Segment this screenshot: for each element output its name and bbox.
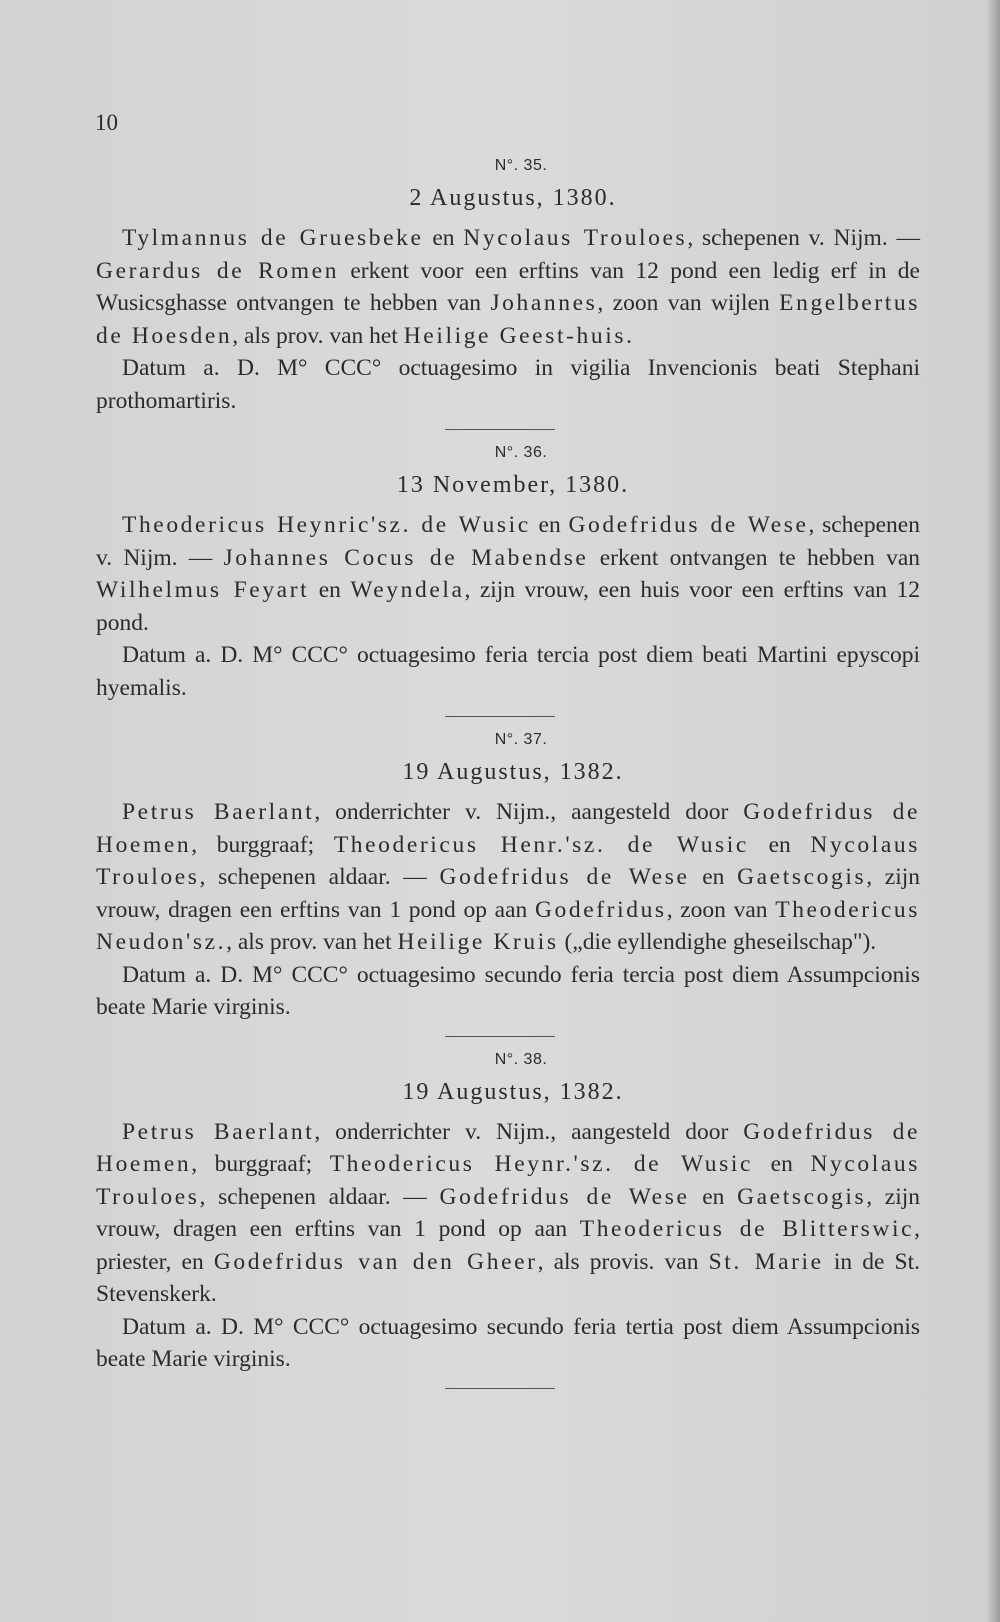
entry-summary	[96, 796, 920, 959]
entry-37	[96, 731, 920, 1037]
entry-date: 19 Augustus, 1382.	[402, 759, 624, 785]
entry-datum	[96, 639, 920, 704]
section-divider	[445, 1036, 555, 1037]
text-run: , schepenen aldaar. —	[199, 1183, 440, 1210]
entry-datum	[96, 959, 920, 1024]
section-divider	[445, 1388, 555, 1389]
spaced-name: Theodericus Heynric'sz. de Wusic	[122, 512, 531, 538]
text-run: , schepenen v. Nijm. —	[96, 512, 920, 571]
entry-35	[96, 157, 920, 430]
text-run: , priester, en	[96, 1216, 920, 1275]
text-run: , als provis. van	[537, 1248, 709, 1275]
spaced-name: Godefridus	[534, 896, 667, 923]
entry-number: N°. 37.	[494, 731, 548, 748]
text-run: , als prov. van het	[232, 322, 404, 349]
spaced-name: Godefridus de Wese	[568, 512, 809, 538]
text-run: , onderrichter v. Nijm., aangesteld door	[314, 1118, 744, 1145]
entry-summary	[96, 1116, 920, 1311]
text-run: , onderrichter v. Nijm., aangesteld door	[314, 799, 744, 825]
text-run: Datum a. D. M° CCC° octuagesimo secundo feria tertia post diem Assumpcionis beate Marie virginis.	[96, 1313, 920, 1372]
page-number: 10	[95, 110, 118, 135]
spaced-name: Nycolaus Trouloes	[96, 831, 920, 890]
spaced-name: Petrus Baerlant	[122, 799, 315, 825]
entry-datum	[96, 352, 920, 417]
text-run: en	[689, 864, 738, 890]
entry-38	[96, 1051, 920, 1389]
text-run: , zoon van wijlen	[597, 290, 780, 316]
text-run: en	[530, 512, 569, 538]
text-run: , zijn vrouw, dragen een erftins van 1 pond op aan	[96, 864, 921, 923]
text-run: Datum a. D. M° CCC° octuagesimo secundo feria tercia post diem Assumpcionis beate Marie virginis.	[96, 961, 920, 1020]
text-run: („die eyllendighe gheseilschap").	[558, 929, 877, 955]
text-run: , burggraaf;	[191, 1151, 330, 1177]
spaced-name: Petrus Baerlant	[122, 1118, 315, 1145]
text-run: Datum a. D. M° CCC° octuagesimo in vigilia Invencionis beati Stephani prothomartiris.	[96, 355, 920, 414]
spaced-name: St. Marie	[708, 1248, 824, 1275]
text-run: , als prov. van het	[226, 929, 398, 955]
spaced-name: Theodericus de Blitterswic	[579, 1216, 915, 1242]
spaced-name: Gaetscogis	[737, 1183, 867, 1210]
entry-summary	[96, 509, 920, 639]
text-run: .	[626, 322, 632, 349]
text-run: , schepenen v. Nijm. —	[687, 225, 920, 251]
spaced-name: Wilhelmus Feyart	[96, 577, 310, 603]
text-run: en	[309, 577, 351, 603]
text-run: erkent ontvangen te hebben van	[588, 544, 920, 571]
entry-summary	[96, 222, 920, 352]
entry-number: N°. 38.	[494, 1050, 548, 1068]
spaced-name: Theodericus Henr.'sz. de Wusic	[333, 831, 749, 858]
spaced-name: Godefridus de Wese	[439, 864, 690, 890]
entry-date: 19 Augustus, 1382.	[402, 1078, 624, 1105]
text-run: , burggraaf;	[191, 831, 334, 858]
text-run: en	[748, 831, 811, 858]
spaced-name: Heilige Geest-huis	[403, 322, 627, 349]
entry-datum	[96, 1311, 920, 1376]
spaced-name: Nycolaus Trouloes	[96, 1151, 920, 1210]
spaced-name: Theodericus Heynr.'sz. de Wusic	[329, 1151, 754, 1177]
spaced-name: Heilige Kruis	[397, 929, 559, 955]
text-run: Datum a. D. M° CCC° octuagesimo feria tercia post diem beati Martini epyscopi hyemalis.	[96, 642, 920, 701]
page-edge-shadow	[986, 0, 1000, 1622]
section-divider	[445, 429, 555, 430]
text-run: in de St. Stevenskerk.	[96, 1248, 920, 1307]
spaced-name: Engelbertus de Hoesden	[96, 290, 920, 349]
entry-number: N°. 35.	[494, 157, 548, 174]
spaced-name: Johannes Cocus de Mabendse	[223, 544, 589, 571]
entry-36	[96, 444, 920, 717]
spaced-name: Nycolaus Trouloes	[463, 225, 688, 251]
spaced-name: Gaetscogis	[737, 864, 867, 890]
text-run: erkent voor een erftins van 12 pond een ledig erf in de Wusicsghasse ontvangen te hebben van	[96, 257, 920, 316]
text-run: en	[753, 1151, 811, 1177]
entry-date: 13 November, 1380.	[396, 472, 630, 498]
section-divider	[445, 716, 555, 717]
spaced-name: Gerardus de Romen	[96, 257, 340, 284]
spaced-name: Godefridus van den Gheer	[213, 1248, 538, 1275]
entry-date: 2 Augustus, 1380.	[409, 185, 617, 211]
spaced-name: Godefridus de Hoemen	[96, 1118, 920, 1177]
spaced-name: Johannes	[490, 290, 598, 316]
page-content	[96, 157, 920, 1403]
entry-number: N°. 36.	[494, 444, 548, 461]
text-run: , zijn vrouw, een huis voor een erftins van 12 pond.	[96, 577, 920, 636]
text-run: en	[423, 225, 464, 251]
text-run: , zijn vrouw, dragen een erftins van 1 pond op aan	[96, 1183, 921, 1242]
spaced-name: Theodericus Neudon'sz.	[96, 896, 920, 955]
text-run: en	[689, 1183, 738, 1210]
text-run: , zoon van	[666, 896, 776, 923]
spaced-name: Tylmannus de Gruesbeke	[122, 225, 424, 251]
spaced-name: Godefridus de Hoemen	[96, 799, 920, 858]
spaced-name: Godefridus de Wese	[439, 1183, 690, 1210]
text-run: , schepenen aldaar. —	[199, 864, 440, 890]
spaced-name: Weyndela	[350, 577, 465, 603]
